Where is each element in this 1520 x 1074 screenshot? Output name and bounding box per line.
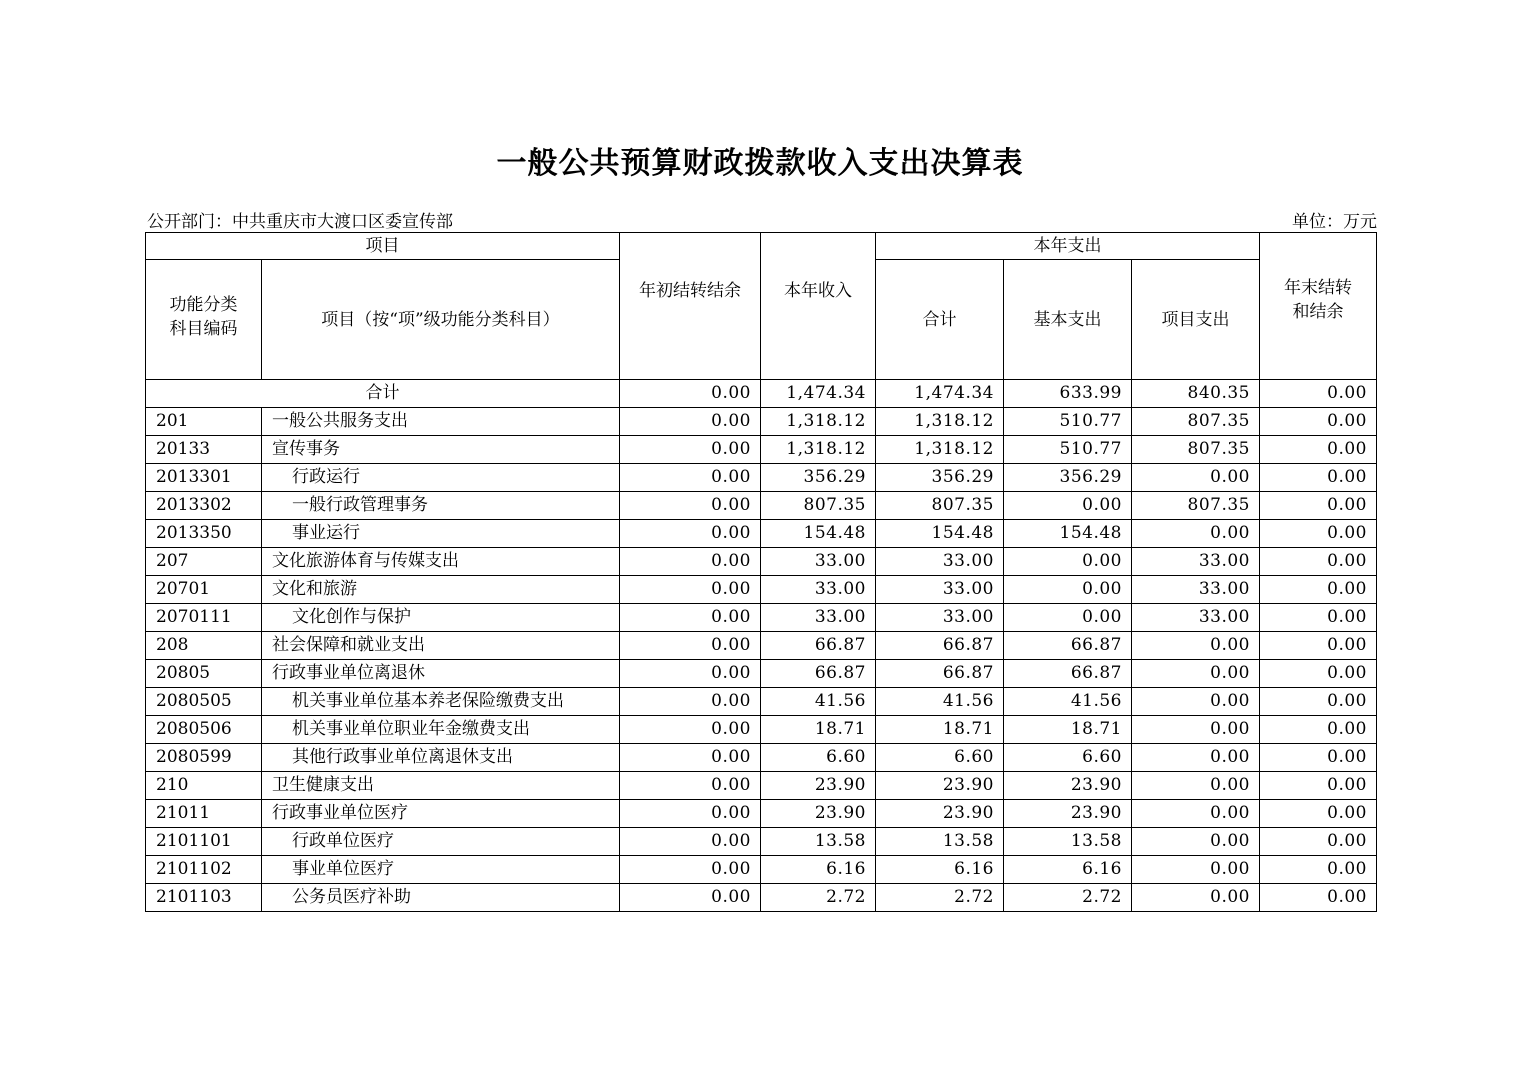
cell-exp-basic: 41.56 — [1004, 688, 1132, 716]
cell-exp-total: 2.72 — [876, 884, 1004, 912]
total-exp-basic: 633.99 — [1004, 380, 1132, 408]
cell-item: 文化创作与保护 — [262, 604, 620, 632]
cell-exp-basic: 2.72 — [1004, 884, 1132, 912]
cell-carryover-end: 0.00 — [1260, 884, 1377, 912]
cell-item: 行政运行 — [262, 464, 620, 492]
cell-carryover-start: 0.00 — [620, 576, 761, 604]
cell-code: 2101102 — [146, 856, 262, 884]
cell-carryover-start: 0.00 — [620, 744, 761, 772]
cell-exp-basic: 0.00 — [1004, 576, 1132, 604]
cell-carryover-end: 0.00 — [1260, 548, 1377, 576]
cell-exp-total: 6.60 — [876, 744, 1004, 772]
cell-carryover-end: 0.00 — [1260, 744, 1377, 772]
cell-item: 其他行政事业单位离退休支出 — [262, 744, 620, 772]
cell-carryover-end: 0.00 — [1260, 772, 1377, 800]
header-exp-basic: 基本支出 — [1004, 260, 1132, 380]
cell-income: 33.00 — [761, 576, 876, 604]
cell-income: 154.48 — [761, 520, 876, 548]
cell-code: 2101103 — [146, 884, 262, 912]
cell-exp-project: 0.00 — [1132, 856, 1260, 884]
header-code-line1: 功能分类 — [169, 294, 238, 315]
cell-carryover-end: 0.00 — [1260, 464, 1377, 492]
cell-exp-basic: 66.87 — [1004, 660, 1132, 688]
total-income: 1,474.34 — [761, 380, 876, 408]
cell-carryover-start: 0.00 — [620, 828, 761, 856]
cell-item: 行政事业单位医疗 — [262, 800, 620, 828]
cell-exp-total: 18.71 — [876, 716, 1004, 744]
cell-exp-project: 0.00 — [1132, 772, 1260, 800]
cell-code: 2101101 — [146, 828, 262, 856]
cell-exp-total: 33.00 — [876, 604, 1004, 632]
cell-carryover-start: 0.00 — [620, 464, 761, 492]
cell-exp-project: 0.00 — [1132, 828, 1260, 856]
cell-carryover-end: 0.00 — [1260, 576, 1377, 604]
table-row — [146, 492, 1377, 520]
cell-exp-total: 13.58 — [876, 828, 1004, 856]
cell-income: 41.56 — [761, 688, 876, 716]
table-row — [146, 772, 1377, 800]
cell-code: 2013302 — [146, 492, 262, 520]
cell-code: 208 — [146, 632, 262, 660]
cell-carryover-start: 0.00 — [620, 660, 761, 688]
cell-exp-basic: 6.16 — [1004, 856, 1132, 884]
cell-item: 事业运行 — [262, 520, 620, 548]
cell-item: 社会保障和就业支出 — [262, 632, 620, 660]
cell-income: 2.72 — [761, 884, 876, 912]
cell-carryover-end: 0.00 — [1260, 688, 1377, 716]
cell-item: 公务员医疗补助 — [262, 884, 620, 912]
cell-item: 事业单位医疗 — [262, 856, 620, 884]
cell-income: 1,318.12 — [761, 436, 876, 464]
cell-carryover-end: 0.00 — [1260, 492, 1377, 520]
cell-income: 6.60 — [761, 744, 876, 772]
cell-income: 23.90 — [761, 772, 876, 800]
table-row — [146, 604, 1377, 632]
cell-income: 13.58 — [761, 828, 876, 856]
cell-item: 行政单位医疗 — [262, 828, 620, 856]
cell-exp-basic: 13.58 — [1004, 828, 1132, 856]
cell-code: 2013301 — [146, 464, 262, 492]
cell-exp-basic: 356.29 — [1004, 464, 1132, 492]
cell-exp-total: 6.16 — [876, 856, 1004, 884]
header-expenditure: 本年支出 — [876, 233, 1260, 260]
cell-exp-project: 0.00 — [1132, 884, 1260, 912]
cell-income: 356.29 — [761, 464, 876, 492]
cell-income: 33.00 — [761, 548, 876, 576]
cell-exp-total: 33.00 — [876, 548, 1004, 576]
cell-carryover-start: 0.00 — [620, 492, 761, 520]
total-start: 0.00 — [620, 380, 761, 408]
budget-table — [145, 232, 1377, 912]
header-exp-total: 合计 — [876, 260, 1004, 380]
cell-item: 一般公共服务支出 — [262, 408, 620, 436]
cell-carryover-start: 0.00 — [620, 716, 761, 744]
cell-carryover-start: 0.00 — [620, 688, 761, 716]
cell-exp-total: 356.29 — [876, 464, 1004, 492]
cell-exp-project: 0.00 — [1132, 716, 1260, 744]
cell-carryover-end: 0.00 — [1260, 408, 1377, 436]
total-row — [146, 380, 1377, 408]
cell-exp-total: 23.90 — [876, 772, 1004, 800]
cell-exp-project: 807.35 — [1132, 408, 1260, 436]
total-label: 合计 — [146, 380, 620, 408]
cell-exp-basic: 23.90 — [1004, 772, 1132, 800]
cell-income: 23.90 — [761, 800, 876, 828]
table-row — [146, 576, 1377, 604]
cell-income: 1,318.12 — [761, 408, 876, 436]
cell-carryover-end: 0.00 — [1260, 856, 1377, 884]
header-carryover-end — [1260, 233, 1377, 380]
table-row — [146, 828, 1377, 856]
table-row — [146, 716, 1377, 744]
cell-exp-project: 0.00 — [1132, 800, 1260, 828]
cell-carryover-start: 0.00 — [620, 548, 761, 576]
cell-exp-project: 33.00 — [1132, 548, 1260, 576]
cell-item: 卫生健康支出 — [262, 772, 620, 800]
cell-item: 机关事业单位职业年金缴费支出 — [262, 716, 620, 744]
cell-item: 一般行政管理事务 — [262, 492, 620, 520]
cell-exp-project: 33.00 — [1132, 576, 1260, 604]
cell-exp-total: 33.00 — [876, 576, 1004, 604]
cell-code: 21011 — [146, 800, 262, 828]
cell-exp-basic: 18.71 — [1004, 716, 1132, 744]
table-row — [146, 856, 1377, 884]
total-end: 0.00 — [1260, 380, 1377, 408]
cell-exp-total: 23.90 — [876, 800, 1004, 828]
cell-exp-basic: 0.00 — [1004, 604, 1132, 632]
cell-code: 2080505 — [146, 688, 262, 716]
cell-carryover-end: 0.00 — [1260, 828, 1377, 856]
cell-item: 文化和旅游 — [262, 576, 620, 604]
cell-code: 2013350 — [146, 520, 262, 548]
cell-carryover-end: 0.00 — [1260, 800, 1377, 828]
header-carryover-start: 年初结转结余 — [620, 233, 761, 380]
cell-carryover-end: 0.00 — [1260, 604, 1377, 632]
table-row — [146, 436, 1377, 464]
cell-exp-basic: 154.48 — [1004, 520, 1132, 548]
cell-income: 66.87 — [761, 632, 876, 660]
table-row — [146, 744, 1377, 772]
table-row — [146, 632, 1377, 660]
cell-carryover-end: 0.00 — [1260, 632, 1377, 660]
cell-exp-project: 0.00 — [1132, 744, 1260, 772]
cell-exp-total: 41.56 — [876, 688, 1004, 716]
total-exp-total: 1,474.34 — [876, 380, 1004, 408]
cell-carryover-start: 0.00 — [620, 520, 761, 548]
department-label: 公开部门：中共重庆市大渡口区委宣传部 — [147, 212, 453, 232]
cell-item: 宣传事务 — [262, 436, 620, 464]
cell-exp-project: 33.00 — [1132, 604, 1260, 632]
table-row — [146, 464, 1377, 492]
cell-item: 机关事业单位基本养老保险缴费支出 — [262, 688, 620, 716]
cell-exp-basic: 6.60 — [1004, 744, 1132, 772]
table-row — [146, 688, 1377, 716]
header-income: 本年收入 — [761, 233, 876, 380]
cell-exp-basic: 0.00 — [1004, 548, 1132, 576]
cell-code: 2080506 — [146, 716, 262, 744]
cell-income: 807.35 — [761, 492, 876, 520]
header-code-line2: 科目编码 — [169, 318, 238, 339]
page-title: 一般公共预算财政拨款收入支出决算表 — [496, 146, 1024, 181]
header-code — [146, 260, 262, 380]
cell-income: 33.00 — [761, 604, 876, 632]
cell-exp-project: 807.35 — [1132, 436, 1260, 464]
header-item: 项目（按“项”级功能分类科目） — [262, 260, 620, 380]
cell-income: 18.71 — [761, 716, 876, 744]
cell-income: 66.87 — [761, 660, 876, 688]
cell-exp-basic: 510.77 — [1004, 408, 1132, 436]
cell-income: 6.16 — [761, 856, 876, 884]
cell-carryover-start: 0.00 — [620, 772, 761, 800]
cell-carryover-start: 0.00 — [620, 436, 761, 464]
header-project: 项目 — [146, 233, 620, 260]
header-carryover-end-line2: 和结余 — [1292, 302, 1344, 322]
cell-exp-total: 154.48 — [876, 520, 1004, 548]
table-row — [146, 884, 1377, 912]
cell-exp-project: 0.00 — [1132, 688, 1260, 716]
cell-item: 行政事业单位离退休 — [262, 660, 620, 688]
cell-carryover-end: 0.00 — [1260, 520, 1377, 548]
cell-exp-total: 1,318.12 — [876, 408, 1004, 436]
cell-carryover-start: 0.00 — [620, 884, 761, 912]
cell-carryover-start: 0.00 — [620, 604, 761, 632]
cell-exp-basic: 66.87 — [1004, 632, 1132, 660]
table-row — [146, 520, 1377, 548]
cell-exp-basic: 510.77 — [1004, 436, 1132, 464]
table-header — [146, 233, 1377, 380]
cell-code: 2080599 — [146, 744, 262, 772]
cell-carryover-start: 0.00 — [620, 632, 761, 660]
table-body — [146, 380, 1377, 912]
cell-code: 2070111 — [146, 604, 262, 632]
cell-exp-basic: 0.00 — [1004, 492, 1132, 520]
cell-exp-project: 0.00 — [1132, 520, 1260, 548]
cell-carryover-start: 0.00 — [620, 408, 761, 436]
cell-carryover-start: 0.00 — [620, 856, 761, 884]
table-row — [146, 800, 1377, 828]
cell-carryover-end: 0.00 — [1260, 436, 1377, 464]
cell-exp-basic: 23.90 — [1004, 800, 1132, 828]
cell-code: 20133 — [146, 436, 262, 464]
cell-carryover-end: 0.00 — [1260, 716, 1377, 744]
unit-label: 单位：万元 — [1292, 212, 1377, 232]
cell-exp-total: 66.87 — [876, 632, 1004, 660]
cell-item: 文化旅游体育与传媒支出 — [262, 548, 620, 576]
cell-code: 20805 — [146, 660, 262, 688]
cell-carryover-start: 0.00 — [620, 800, 761, 828]
cell-exp-project: 0.00 — [1132, 660, 1260, 688]
cell-exp-total: 807.35 — [876, 492, 1004, 520]
cell-code: 210 — [146, 772, 262, 800]
table-row — [146, 660, 1377, 688]
header-exp-project: 项目支出 — [1132, 260, 1260, 380]
table-row — [146, 548, 1377, 576]
cell-exp-project: 0.00 — [1132, 632, 1260, 660]
cell-exp-total: 66.87 — [876, 660, 1004, 688]
table-row — [146, 408, 1377, 436]
cell-exp-project: 807.35 — [1132, 492, 1260, 520]
cell-exp-project: 0.00 — [1132, 464, 1260, 492]
cell-carryover-end: 0.00 — [1260, 660, 1377, 688]
total-exp-project: 840.35 — [1132, 380, 1260, 408]
cell-code: 201 — [146, 408, 262, 436]
cell-code: 207 — [146, 548, 262, 576]
cell-exp-total: 1,318.12 — [876, 436, 1004, 464]
header-carryover-end-line1: 年末结转 — [1284, 278, 1352, 298]
cell-code: 20701 — [146, 576, 262, 604]
